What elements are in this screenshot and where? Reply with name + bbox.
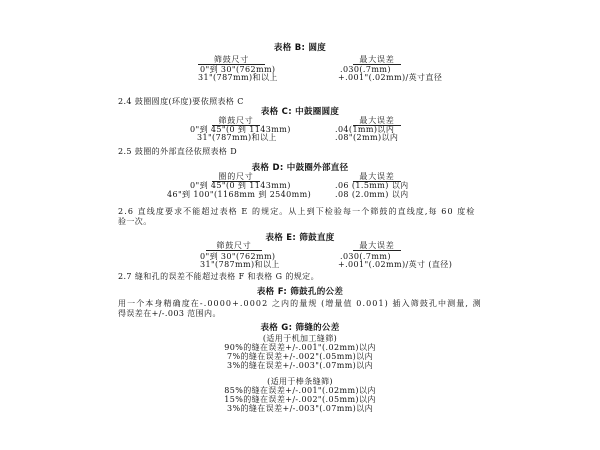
- table-g-group-2-line-2: 15%的缝在误差+/-.002"(.05mm)以内: [224, 395, 376, 404]
- table-f-line-2: 得误差在+/-.003 范围内。: [118, 309, 221, 318]
- table-b-row-2-error: +.001"(.02mm)/英寸直径: [338, 73, 443, 82]
- table-b-row-2-size: 31"(787mm)和以上: [198, 73, 278, 82]
- section-2-6-line-1: 2.6 直线度要求不能超过表格 E 的规定。从上到下检验每一个筛鼓的直线度,每 60 度检: [118, 207, 476, 216]
- table-g-group-2-label: (适用于棒条缝筛): [267, 377, 333, 386]
- section-2-5-text: 2.5 鼓圈的外部直径依照表格 D: [118, 147, 238, 156]
- section-2-4-text: 2.4 鼓圈圆度(环度)要依照表格 C: [118, 97, 244, 106]
- table-e-row-2-size: 31"(787mm)和以上: [200, 260, 280, 269]
- table-b-row-1-error: .030(.7mm): [340, 65, 391, 74]
- table-f-title: 表格 F: 筛鼓孔的公差: [256, 287, 344, 297]
- table-g-group-1-line-3: 3%的缝在误差+/-.003"(.07mm)以内: [226, 361, 374, 370]
- table-d-row-1-size: 0"到 45"(0 到 1143mm): [190, 181, 291, 190]
- table-e-row-2-error: +.001"(.02mm)/英寸 (直径): [338, 260, 453, 269]
- table-g-group-2-line-1: 85%的缝在误差+/-.001"(.02mm)以内: [224, 386, 376, 395]
- table-g-group-1-line-2: 7%的缝在误差+/-.002"(.05mm)以内: [226, 352, 374, 361]
- table-b-header-size: 筛鼓尺寸: [198, 56, 265, 65]
- table-e-row-1-error: .030(.7mm): [340, 252, 391, 261]
- table-b-header-error: 最大误差: [353, 56, 401, 65]
- table-c-header-error: 最大误差: [353, 117, 401, 126]
- table-d-row-2-size: 46"到 100"(1168mm 到 2540mm): [167, 190, 312, 199]
- table-c-row-2-size: 31"(787mm)和以上: [197, 133, 277, 142]
- table-e-title: 表格 E: 筛鼓直度: [265, 233, 335, 243]
- section-2-7-text: 2.7 缝和孔的误差不能超过表格 F 和表格 G 的规定。: [118, 272, 319, 281]
- table-g-title: 表格 G: 筛缝的公差: [260, 323, 340, 333]
- table-f-line-1: 用一个本身精确度在-.0000+.0002 之内的量规 (增量值 0.001) 插入筛鼓孔中测量, 测: [118, 299, 482, 308]
- table-b-row-1-size: 0"到 30"(762mm): [200, 65, 276, 74]
- table-g-group-1-label: (适用于机加工缝筛): [262, 334, 338, 343]
- table-g-group-2-line-3: 3%的缝在误差+/-.003"(.07mm)以内: [226, 404, 374, 413]
- table-c-row-1-error: .04(1mm)以内: [335, 125, 395, 134]
- table-e-header-size: 筛鼓尺寸: [206, 242, 262, 251]
- table-d-title: 表格 D: 中鼓圈外部直径: [251, 163, 349, 173]
- table-c-title: 表格 C: 中鼓圈圆度: [260, 107, 340, 117]
- table-e-header-error: 最大误差: [353, 242, 401, 251]
- table-d-row-1-error: .06 (1.5mm) 以内: [335, 181, 409, 190]
- table-b-title: 表格 B: 圆度: [273, 43, 327, 53]
- table-d-header-error: 最大误差: [353, 173, 401, 182]
- table-d-header-size: 圈的尺寸: [212, 173, 260, 182]
- section-2-6-line-2: 验一次。: [118, 217, 152, 226]
- table-c-row-2-error: .08"(2mm)以内: [335, 133, 399, 142]
- table-d-row-2-error: .08 (2.0mm) 以内: [335, 190, 409, 199]
- table-c-header-size: 筛鼓尺寸: [212, 117, 260, 126]
- table-c-row-1-size: 0"到 45"(0 到 1143mm): [190, 125, 291, 134]
- table-e-row-1-size: 0"到 30"(762mm): [200, 252, 276, 261]
- table-g-group-1-line-1: 90%的缝在误差+/-.001"(.02mm)以内: [224, 343, 376, 352]
